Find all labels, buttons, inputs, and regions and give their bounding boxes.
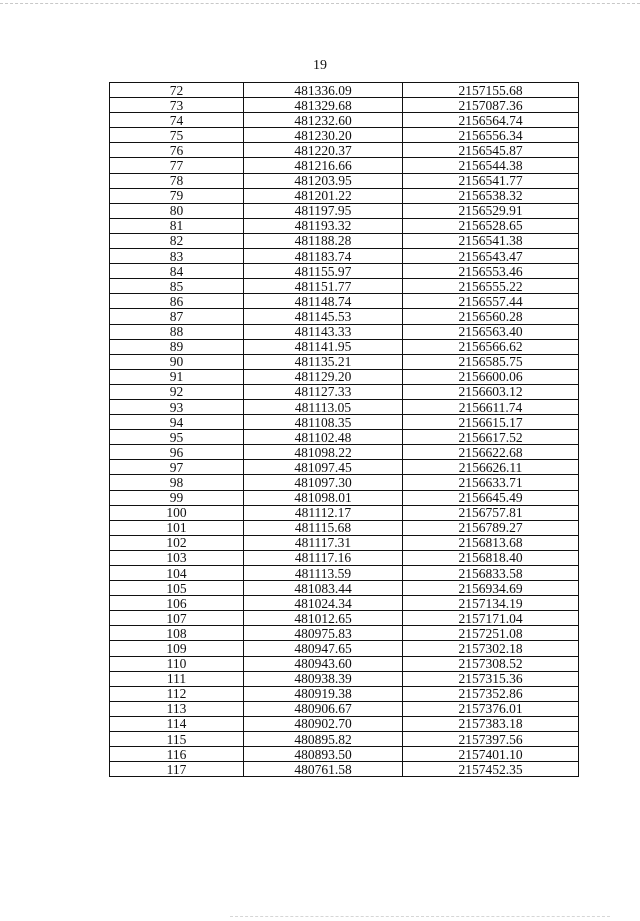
y-coordinate-cell: 2156566.62 — [403, 339, 579, 354]
y-coordinate-cell: 2156556.34 — [403, 128, 579, 143]
table-row — [110, 460, 579, 475]
point-number-cell: 106 — [110, 596, 244, 611]
table-row — [110, 716, 579, 731]
x-coordinate-cell: 481151.77 — [244, 279, 403, 294]
point-number-cell: 114 — [110, 716, 244, 731]
point-number-cell: 107 — [110, 611, 244, 626]
table-row — [110, 83, 579, 98]
table-row — [110, 249, 579, 264]
x-coordinate-cell: 481135.21 — [244, 354, 403, 369]
table-row — [110, 339, 579, 354]
y-coordinate-cell: 2156560.28 — [403, 309, 579, 324]
point-number-cell: 99 — [110, 490, 244, 505]
y-coordinate-cell: 2156585.75 — [403, 354, 579, 369]
point-number-cell: 115 — [110, 732, 244, 747]
table-row — [110, 445, 579, 460]
table-row — [110, 369, 579, 384]
point-number-cell: 88 — [110, 324, 244, 339]
scan-edge-top — [0, 3, 640, 4]
point-number-cell: 95 — [110, 430, 244, 445]
x-coordinate-cell: 481188.28 — [244, 233, 403, 248]
x-coordinate-cell: 481232.60 — [244, 113, 403, 128]
point-number-cell: 83 — [110, 249, 244, 264]
point-number-cell: 98 — [110, 475, 244, 490]
x-coordinate-cell: 481024.34 — [244, 596, 403, 611]
y-coordinate-cell: 2156600.06 — [403, 369, 579, 384]
y-coordinate-cell: 2156934.69 — [403, 581, 579, 596]
y-coordinate-cell: 2157087.36 — [403, 98, 579, 113]
point-number-cell: 113 — [110, 701, 244, 716]
point-number-cell: 101 — [110, 520, 244, 535]
y-coordinate-cell: 2156557.44 — [403, 294, 579, 309]
point-number-cell: 105 — [110, 581, 244, 596]
table-row — [110, 505, 579, 520]
point-number-cell: 93 — [110, 399, 244, 414]
y-coordinate-cell: 2157171.04 — [403, 611, 579, 626]
x-coordinate-cell: 481113.59 — [244, 566, 403, 581]
point-number-cell: 75 — [110, 128, 244, 143]
table-row — [110, 686, 579, 701]
y-coordinate-cell: 2156545.87 — [403, 143, 579, 158]
x-coordinate-cell: 480902.70 — [244, 716, 403, 731]
y-coordinate-cell: 2156789.27 — [403, 520, 579, 535]
table-row — [110, 415, 579, 430]
table-row — [110, 113, 579, 128]
x-coordinate-cell: 481113.05 — [244, 399, 403, 414]
y-coordinate-cell: 2156615.17 — [403, 415, 579, 430]
point-number-cell: 97 — [110, 460, 244, 475]
x-coordinate-cell: 481329.68 — [244, 98, 403, 113]
table-row — [110, 596, 579, 611]
coordinates-table-body — [110, 83, 579, 777]
coordinates-table — [109, 82, 579, 777]
table-row — [110, 173, 579, 188]
x-coordinate-cell: 481201.22 — [244, 188, 403, 203]
y-coordinate-cell: 2156622.68 — [403, 445, 579, 460]
point-number-cell: 104 — [110, 566, 244, 581]
y-coordinate-cell: 2157376.01 — [403, 701, 579, 716]
y-coordinate-cell: 2157302.18 — [403, 641, 579, 656]
y-coordinate-cell: 2156541.38 — [403, 233, 579, 248]
x-coordinate-cell: 481127.33 — [244, 384, 403, 399]
point-number-cell: 94 — [110, 415, 244, 430]
point-number-cell: 80 — [110, 203, 244, 218]
y-coordinate-cell: 2157401.10 — [403, 747, 579, 762]
table-row — [110, 294, 579, 309]
x-coordinate-cell: 480947.65 — [244, 641, 403, 656]
table-row — [110, 218, 579, 233]
point-number-cell: 90 — [110, 354, 244, 369]
y-coordinate-cell: 2157251.08 — [403, 626, 579, 641]
y-coordinate-cell: 2156757.81 — [403, 505, 579, 520]
point-number-cell: 116 — [110, 747, 244, 762]
y-coordinate-cell: 2156528.65 — [403, 218, 579, 233]
table-row — [110, 309, 579, 324]
x-coordinate-cell: 481230.20 — [244, 128, 403, 143]
y-coordinate-cell: 2157397.56 — [403, 732, 579, 747]
x-coordinate-cell: 481148.74 — [244, 294, 403, 309]
table-row — [110, 732, 579, 747]
x-coordinate-cell: 481112.17 — [244, 505, 403, 520]
table-row — [110, 671, 579, 686]
x-coordinate-cell: 481197.95 — [244, 203, 403, 218]
table-row — [110, 143, 579, 158]
x-coordinate-cell: 481117.16 — [244, 550, 403, 565]
y-coordinate-cell: 2156529.91 — [403, 203, 579, 218]
table-row — [110, 354, 579, 369]
x-coordinate-cell: 481193.32 — [244, 218, 403, 233]
table-row — [110, 279, 579, 294]
y-coordinate-cell: 2156544.38 — [403, 158, 579, 173]
x-coordinate-cell: 481012.65 — [244, 611, 403, 626]
y-coordinate-cell: 2156538.32 — [403, 188, 579, 203]
x-coordinate-cell: 480895.82 — [244, 732, 403, 747]
x-coordinate-cell: 480938.39 — [244, 671, 403, 686]
point-number-cell: 84 — [110, 264, 244, 279]
x-coordinate-cell: 481216.66 — [244, 158, 403, 173]
table-row — [110, 264, 579, 279]
point-number-cell: 86 — [110, 294, 244, 309]
y-coordinate-cell: 2156818.40 — [403, 550, 579, 565]
scan-edge-bottom — [230, 916, 610, 917]
x-coordinate-cell: 481098.22 — [244, 445, 403, 460]
x-coordinate-cell: 481098.01 — [244, 490, 403, 505]
point-number-cell: 92 — [110, 384, 244, 399]
point-number-cell: 74 — [110, 113, 244, 128]
table-row — [110, 128, 579, 143]
x-coordinate-cell: 481083.44 — [244, 581, 403, 596]
point-number-cell: 76 — [110, 143, 244, 158]
point-number-cell: 96 — [110, 445, 244, 460]
table-row — [110, 747, 579, 762]
table-row — [110, 158, 579, 173]
point-number-cell: 112 — [110, 686, 244, 701]
point-number-cell: 108 — [110, 626, 244, 641]
point-number-cell: 79 — [110, 188, 244, 203]
x-coordinate-cell: 481203.95 — [244, 173, 403, 188]
point-number-cell: 81 — [110, 218, 244, 233]
y-coordinate-cell: 2157352.86 — [403, 686, 579, 701]
point-number-cell: 111 — [110, 671, 244, 686]
table-row — [110, 520, 579, 535]
x-coordinate-cell: 480943.60 — [244, 656, 403, 671]
y-coordinate-cell: 2156543.47 — [403, 249, 579, 264]
table-row — [110, 203, 579, 218]
x-coordinate-cell: 481141.95 — [244, 339, 403, 354]
point-number-cell: 82 — [110, 233, 244, 248]
y-coordinate-cell: 2156626.11 — [403, 460, 579, 475]
table-row — [110, 762, 579, 777]
y-coordinate-cell: 2156611.74 — [403, 399, 579, 414]
x-coordinate-cell: 481097.30 — [244, 475, 403, 490]
x-coordinate-cell: 481220.37 — [244, 143, 403, 158]
point-number-cell: 77 — [110, 158, 244, 173]
table-row — [110, 550, 579, 565]
table-row — [110, 384, 579, 399]
y-coordinate-cell: 2156633.71 — [403, 475, 579, 490]
table-row — [110, 98, 579, 113]
table-row — [110, 566, 579, 581]
point-number-cell: 73 — [110, 98, 244, 113]
x-coordinate-cell: 481129.20 — [244, 369, 403, 384]
point-number-cell: 102 — [110, 535, 244, 550]
x-coordinate-cell: 481102.48 — [244, 430, 403, 445]
x-coordinate-cell: 481145.53 — [244, 309, 403, 324]
point-number-cell: 78 — [110, 173, 244, 188]
point-number-cell: 110 — [110, 656, 244, 671]
x-coordinate-cell: 481097.45 — [244, 460, 403, 475]
point-number-cell: 91 — [110, 369, 244, 384]
y-coordinate-cell: 2156617.52 — [403, 430, 579, 445]
y-coordinate-cell: 2156563.40 — [403, 324, 579, 339]
y-coordinate-cell: 2156553.46 — [403, 264, 579, 279]
x-coordinate-cell: 481183.74 — [244, 249, 403, 264]
y-coordinate-cell: 2157155.68 — [403, 83, 579, 98]
x-coordinate-cell: 480761.58 — [244, 762, 403, 777]
point-number-cell: 109 — [110, 641, 244, 656]
point-number-cell: 100 — [110, 505, 244, 520]
y-coordinate-cell: 2156833.58 — [403, 566, 579, 581]
x-coordinate-cell: 480906.67 — [244, 701, 403, 716]
y-coordinate-cell: 2156555.22 — [403, 279, 579, 294]
table-row — [110, 188, 579, 203]
y-coordinate-cell: 2157452.35 — [403, 762, 579, 777]
y-coordinate-cell: 2156813.68 — [403, 535, 579, 550]
x-coordinate-cell: 481336.09 — [244, 83, 403, 98]
point-number-cell: 117 — [110, 762, 244, 777]
point-number-cell: 85 — [110, 279, 244, 294]
x-coordinate-cell: 481117.31 — [244, 535, 403, 550]
point-number-cell: 72 — [110, 83, 244, 98]
y-coordinate-cell: 2157383.18 — [403, 716, 579, 731]
x-coordinate-cell: 481155.97 — [244, 264, 403, 279]
point-number-cell: 103 — [110, 550, 244, 565]
table-row — [110, 233, 579, 248]
table-row — [110, 324, 579, 339]
table-row — [110, 490, 579, 505]
x-coordinate-cell: 481115.68 — [244, 520, 403, 535]
x-coordinate-cell: 480893.50 — [244, 747, 403, 762]
table-row — [110, 701, 579, 716]
table-row — [110, 399, 579, 414]
table-row — [110, 581, 579, 596]
x-coordinate-cell: 481143.33 — [244, 324, 403, 339]
table-row — [110, 656, 579, 671]
y-coordinate-cell: 2157134.19 — [403, 596, 579, 611]
y-coordinate-cell: 2157308.52 — [403, 656, 579, 671]
table-row — [110, 611, 579, 626]
y-coordinate-cell: 2156645.49 — [403, 490, 579, 505]
x-coordinate-cell: 480919.38 — [244, 686, 403, 701]
table-row — [110, 430, 579, 445]
table-row — [110, 475, 579, 490]
table-row — [110, 641, 579, 656]
table-row — [110, 535, 579, 550]
x-coordinate-cell: 481108.35 — [244, 415, 403, 430]
point-number-cell: 89 — [110, 339, 244, 354]
page-number: 19 — [313, 58, 327, 73]
y-coordinate-cell: 2156564.74 — [403, 113, 579, 128]
y-coordinate-cell: 2156603.12 — [403, 384, 579, 399]
x-coordinate-cell: 480975.83 — [244, 626, 403, 641]
table-row — [110, 626, 579, 641]
y-coordinate-cell: 2157315.36 — [403, 671, 579, 686]
y-coordinate-cell: 2156541.77 — [403, 173, 579, 188]
point-number-cell: 87 — [110, 309, 244, 324]
